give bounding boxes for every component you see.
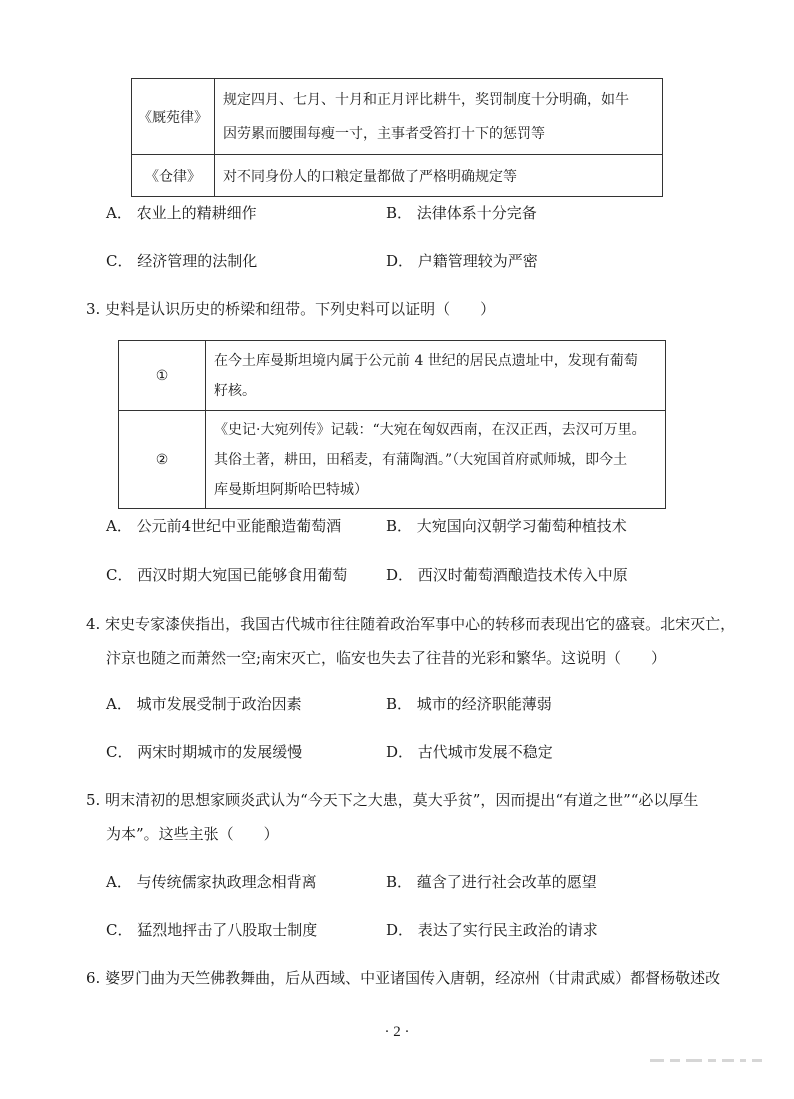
source-number-cell bbox=[119, 411, 206, 509]
law-content-line: 因劳累而腰围每瘦一寸，主事者受笞打十下的惩罚等 bbox=[223, 125, 545, 142]
option-d[interactable]: D． 户籍管理较为严密 bbox=[386, 252, 538, 270]
question-5-stem-line: 5. 明末清初的思想家顾炎武认为“今天下之大患，莫大乎贫”，因而提出“有道之世”“必以厚生 bbox=[86, 791, 699, 809]
source-content-line: 在今土库曼斯坦境内属于公元前 4 世纪的居民点遗址中，发现有葡萄 bbox=[214, 352, 638, 369]
law-name-cell bbox=[132, 155, 215, 197]
source-number: ② bbox=[155, 451, 169, 468]
law-content-cell bbox=[215, 155, 663, 197]
law-content-line: 规定四月、七月、十月和正月评比耕牛，奖罚制度十分明确，如牛 bbox=[223, 91, 629, 108]
question-4-stem-line: 汴京也随之而萧然一空;南宋灭亡，临安也失去了往昔的光彩和繁华。这说明（ ） bbox=[106, 649, 667, 667]
law-name: 《仓律》 bbox=[145, 168, 201, 185]
q2-table bbox=[131, 78, 663, 197]
source-content-line: 库曼斯坦阿斯哈巴特城） bbox=[214, 481, 368, 498]
option-d[interactable]: D． 古代城市发展不稳定 bbox=[386, 743, 553, 761]
option-b[interactable]: B． 蕴含了进行社会改革的愿望 bbox=[386, 873, 597, 891]
option-c[interactable]: C． 猛烈地抨击了八股取士制度 bbox=[106, 921, 318, 939]
table-row bbox=[132, 155, 663, 197]
source-content-line: 籽核。 bbox=[214, 382, 256, 399]
law-name-cell bbox=[132, 79, 215, 155]
option-c[interactable]: C． 西汉时期大宛国已能够食用葡萄 bbox=[106, 566, 348, 584]
option-b[interactable]: B． 大宛国向汉朝学习葡萄种植技术 bbox=[386, 517, 627, 535]
law-content-cell bbox=[215, 79, 663, 155]
source-number: ① bbox=[155, 367, 169, 384]
option-a[interactable]: A． 公元前4世纪中亚能酿造葡萄酒 bbox=[106, 517, 342, 535]
table-row bbox=[119, 411, 666, 509]
source-content-cell bbox=[206, 411, 666, 509]
source-content-line: 《史记·大宛列传》记载：“大宛在匈奴西南，在汉正西，去汉可万里。 bbox=[214, 421, 646, 438]
option-b[interactable]: B． 城市的经济职能薄弱 bbox=[386, 695, 552, 713]
question-5-stem-line: 为本”。这些主张（ ） bbox=[106, 825, 279, 843]
law-content-line: 对不同身份人的口粮定量都做了严格明确规定等 bbox=[223, 168, 517, 185]
source-number-cell bbox=[119, 341, 206, 411]
option-d[interactable]: D． 西汉时葡萄酒酿造技术传入中原 bbox=[386, 566, 628, 584]
watermark-mark bbox=[650, 1050, 770, 1058]
option-c[interactable]: C． 经济管理的法制化 bbox=[106, 252, 258, 270]
source-content-line: 其俗土著，耕田，田稻麦，有蒲陶酒。”（大宛国首府贰师城，即今土 bbox=[214, 451, 628, 468]
option-b[interactable]: B． 法律体系十分完备 bbox=[386, 204, 537, 222]
q3-table bbox=[118, 340, 666, 509]
law-name: 《厩苑律》 bbox=[138, 109, 208, 126]
source-content-cell bbox=[206, 341, 666, 411]
watermark-dots-icon bbox=[650, 1057, 770, 1065]
option-c[interactable]: C． 两宋时期城市的发展缓慢 bbox=[106, 743, 303, 761]
option-a[interactable]: A． 城市发展受制于政治因素 bbox=[106, 695, 302, 713]
question-6-stem-line: 6. 婆罗门曲为天竺佛教舞曲，后从西域、中亚诸国传入唐朝，经凉州（甘肃武威）都督杨敬述改 bbox=[86, 969, 721, 987]
question-3-stem: 3. 史料是认识历史的桥梁和纽带。下列史料可以证明（ ） bbox=[86, 300, 496, 318]
question-4-stem-line: 4. 宋史专家漆侠指出，我国古代城市往往随着政治军事中心的转移而表现出它的盛衰。北宋灭亡， bbox=[86, 615, 736, 633]
table-row bbox=[132, 79, 663, 155]
table-row bbox=[119, 341, 666, 411]
option-d[interactable]: D． 表达了实行民主政治的请求 bbox=[386, 921, 598, 939]
option-a[interactable]: A． 与传统儒家执政理念相背离 bbox=[106, 873, 317, 891]
page-number: · 2 · bbox=[384, 1024, 410, 1040]
option-a[interactable]: A． 农业上的精耕细作 bbox=[106, 204, 257, 222]
